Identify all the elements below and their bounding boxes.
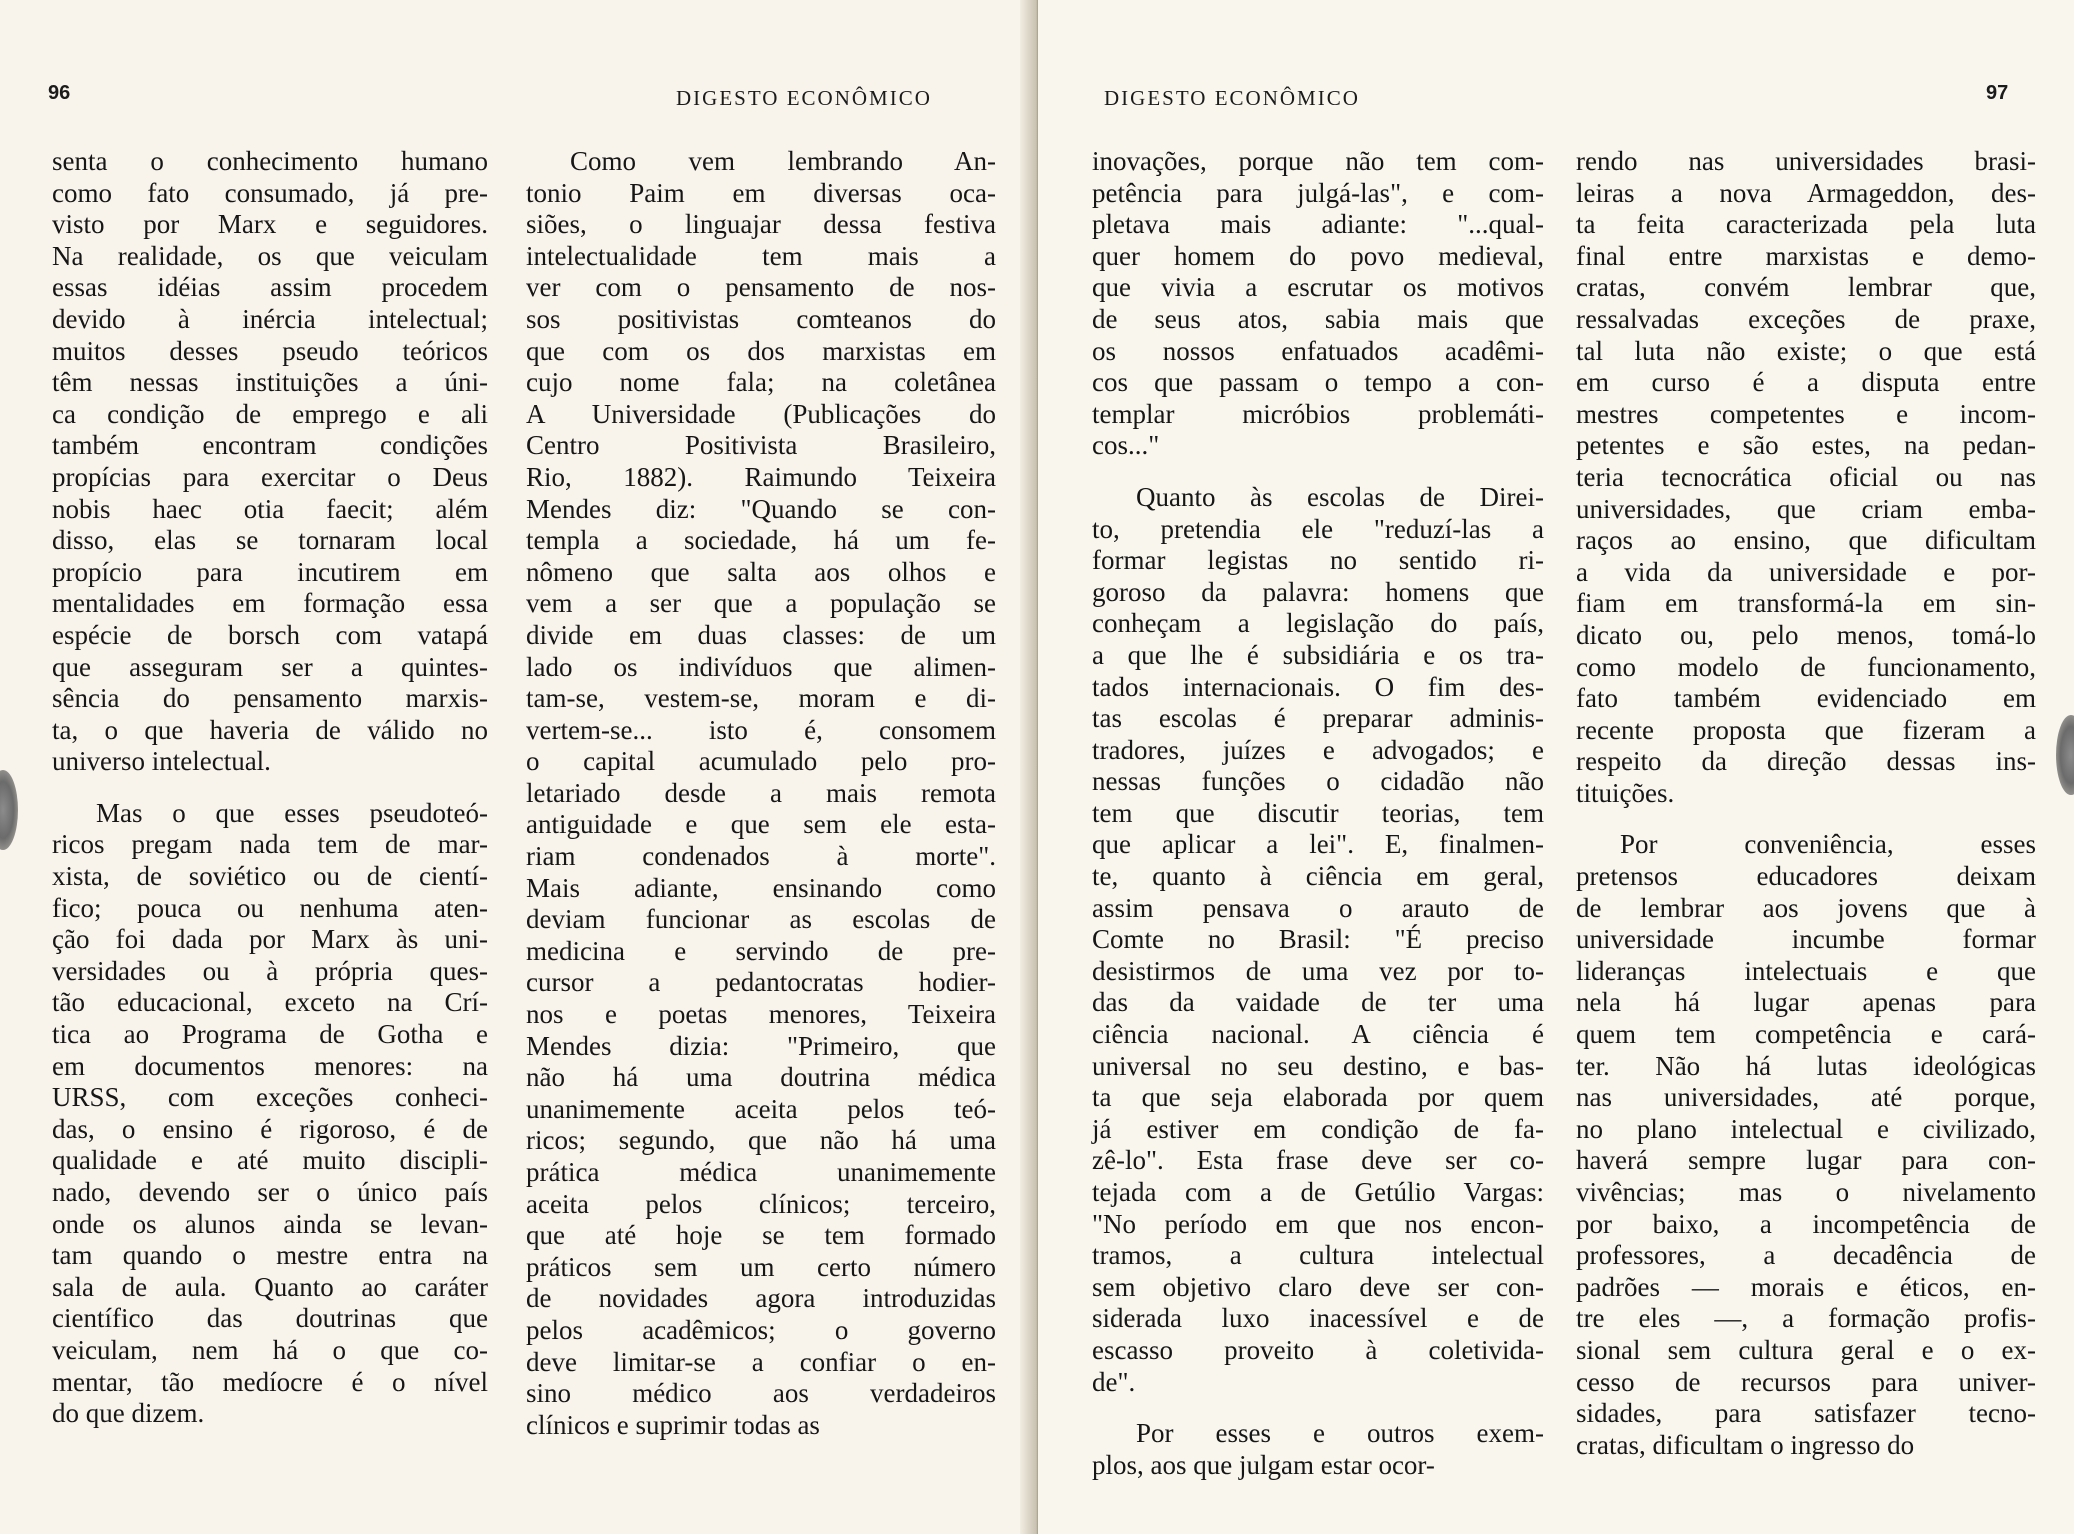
text-line: que asseguram ser a quintes- (52, 651, 488, 682)
text-line: tramos, a cultura intelectual (1092, 1240, 1544, 1271)
text-line: cos que passam o tempo a con- (1092, 367, 1544, 398)
text-line: cursor a pedantocratas hodier- (526, 967, 996, 998)
text-line: antiguidade e que sem ele esta- (526, 809, 996, 840)
paragraph (1092, 482, 1544, 1398)
text-line: Centro Positivista Brasileiro, (526, 430, 996, 461)
text-line: sos positivistas comteanos do (526, 303, 996, 334)
text-line: Comte no Brasil: "É preciso (1092, 924, 1544, 955)
text-line: ricos; segundo, que não há uma (526, 1125, 996, 1156)
text-line: ricos pregam nada tem de mar- (52, 829, 488, 860)
text-line: deve limitar-se a confiar o en- (526, 1346, 996, 1377)
text-line: senta o conhecimento humano (52, 146, 488, 176)
text-line: universidades, que criam emba- (1576, 493, 2036, 524)
text-line: conheçam a legislação do país, (1092, 608, 1544, 639)
text-line: A Universidade (Publicações do (526, 398, 996, 429)
text-line: fiam em transformá-la em sin- (1576, 588, 2036, 619)
paragraph (1576, 829, 2036, 1461)
text-line: raços ao ensino, que dificultam (1576, 525, 2036, 556)
text-line: tem que discutir teorias, tem (1092, 797, 1544, 828)
text-line: nessas funções o cidadão não (1092, 766, 1544, 797)
text-line: tal luta não existe; o que está (1576, 335, 2036, 366)
text-line: tejada com a de Getúlio Vargas: (1092, 1177, 1544, 1207)
text-line: sência do pensamento marxis- (52, 683, 488, 714)
text-line: dicato ou, pelo menos, tomá-lo (1576, 619, 2036, 650)
text-line: no plano intelectual e civilizado, (1576, 1113, 2036, 1144)
text-line: nela há lugar apenas para (1576, 987, 2036, 1018)
text-line: tica ao Programa de Gotha e (52, 1019, 488, 1050)
text-line: essas idéias assim procedem (52, 272, 488, 303)
text-line: clínicos e suprimir todas as (526, 1409, 820, 1440)
text-line: lado os indivíduos que alimen- (526, 651, 996, 682)
text-line: a vida da universidade e por- (1576, 556, 2036, 587)
text-line: desistirmos de uma vez por to- (1092, 955, 1544, 986)
page-number-left: 96 (48, 82, 71, 104)
text-line: vertem-se... isto é, consomem (526, 714, 996, 745)
text-line: mentalidades em formação essa (52, 588, 488, 619)
text-line: Por conveniência, esses (1620, 829, 2036, 860)
text-line: disso, elas se tornaram local (52, 525, 488, 556)
text-line: nobis haec otia faecit; além (52, 493, 488, 524)
text-line: universidade incumbe formar (1576, 924, 2036, 955)
text-line: universal no seu destino, e bas- (1092, 1050, 1544, 1081)
left-page (0, 0, 1036, 1534)
text-line: escasso proveito à coletivida- (1092, 1334, 1544, 1365)
text-line: plos, aos que julgam estar ocor- (1092, 1449, 1435, 1480)
text-line: riam condenados à morte". (526, 841, 996, 872)
text-line: Por esses e outros exem- (1136, 1418, 1544, 1449)
text-line: ção foi dada por Marx às uni- (52, 924, 488, 955)
text-line: siões, o linguajar dessa festiva (526, 209, 996, 240)
text-line: versidades ou à própria ques- (52, 955, 488, 986)
text-line: onde os alunos ainda se levan- (52, 1208, 488, 1239)
text-line: respeito da direção dessas ins- (1576, 746, 2036, 777)
text-line: por baixo, a incompetência de (1576, 1208, 2036, 1239)
text-line: lideranças intelectuais e que (1576, 955, 2036, 986)
text-line: assim pensava o arauto de (1092, 892, 1544, 923)
text-line: sem objetivo claro deve ser con- (1092, 1271, 1544, 1302)
text-line: siderada luxo inacessível e de (1092, 1303, 1544, 1334)
text-line: que vivia a escrutar os motivos (1092, 272, 1544, 303)
text-line: tradores, juízes e advogados; e (1092, 734, 1544, 765)
text-line: mestres competentes e incom- (1576, 398, 2036, 429)
paragraph (1092, 1418, 1544, 1481)
paragraph (52, 798, 488, 1430)
text-line: os nossos enfatuados acadêmi- (1092, 335, 1544, 366)
text-line: petentes e são estes, na pedan- (1576, 430, 2036, 461)
text-line: tão educacional, exceto na Crí- (52, 987, 488, 1018)
text-line: mentar, tão medíocre é o nível (52, 1366, 488, 1397)
text-line: professores, a decadência de (1576, 1240, 2036, 1271)
text-line: divide em duas classes: de um (526, 619, 996, 650)
text-line: ta que seja elaborada por quem (1092, 1082, 1544, 1113)
running-head-right: DIGESTO ECONÔMICO (1104, 86, 1360, 110)
text-line: to, pretendia ele "reduzí-las a (1092, 513, 1544, 544)
text-line: propícias para exercitar o Deus (52, 461, 488, 492)
text-line: letariado desde a mais remota (526, 777, 996, 808)
text-line: medicina e servindo de pre- (526, 935, 996, 966)
text-line: Mendes diz: "Quando se con- (526, 493, 996, 524)
text-line: nas universidades, até porque, (1576, 1082, 2036, 1113)
text-line: cesso de recursos para univer- (1576, 1366, 2036, 1397)
text-line: espécie de borsch com vatapá (52, 619, 488, 650)
paragraph (1576, 146, 2036, 809)
text-line: Na realidade, os que veiculam (52, 240, 488, 271)
text-line: nômeno que salta aos olhos e (526, 556, 996, 587)
text-line: prática médica unanimemente (526, 1157, 996, 1187)
text-line: Como vem lembrando An- (570, 146, 996, 176)
text-line: sional sem cultura geral e o ex- (1576, 1334, 2036, 1365)
text-line: que até hoje se tem formado (526, 1220, 996, 1251)
text-line: visto por Marx e seguidores. (52, 209, 488, 240)
text-line: não há uma doutrina médica (526, 1062, 996, 1093)
text-line: tre eles —, a formação profis- (1576, 1303, 2036, 1334)
left-column-1 (52, 146, 488, 1430)
text-line: o capital acumulado pelo pro- (526, 746, 996, 777)
text-line: unanimemente aceita pelos teó- (526, 1093, 996, 1124)
text-line: Mais adiante, ensinando como (526, 872, 996, 903)
text-line: quem tem competência e cará- (1576, 1019, 2036, 1050)
text-line: cratas, dificultam o ingresso do (1576, 1429, 1915, 1460)
text-line: nado, devendo ser o único país (52, 1177, 488, 1207)
text-line: goroso da palavra: homens que (1092, 576, 1544, 607)
text-line: também encontram condições (52, 430, 488, 461)
text-line: Quanto às escolas de Direi- (1136, 481, 1544, 512)
text-line: pletava mais adiante: "...qual- (1092, 209, 1544, 240)
text-line: de lembrar aos jovens que à (1576, 892, 2036, 923)
text-line: URSS, com exceções conheci- (52, 1082, 488, 1113)
text-line: final entre marxistas e demo- (1576, 240, 2036, 271)
text-line: das, o ensino é rigoroso, é de (52, 1113, 488, 1144)
text-line: fico; pouca ou nenhuma aten- (52, 892, 488, 923)
text-line: aceita pelos clínicos; terceiro, (526, 1188, 996, 1219)
text-line: sala de aula. Quanto ao caráter (52, 1271, 488, 1302)
text-line: nos e poetas menores, Teixeira (526, 999, 996, 1030)
text-line: ta, o que haveria de válido no (52, 714, 488, 745)
text-line: templa a sociedade, há um fe- (526, 525, 996, 556)
text-line: muitos desses pseudo teóricos (52, 335, 488, 366)
text-line: propício para incutirem em (52, 556, 488, 587)
text-line: pelos acadêmicos; o governo (526, 1314, 996, 1345)
running-head-left: DIGESTO ECONÔMICO (676, 86, 932, 110)
text-line: cos..." (1092, 430, 1160, 461)
text-line: Mendes dizia: "Primeiro, que (526, 1030, 996, 1061)
text-line: do que dizem. (52, 1398, 205, 1429)
text-line: ciência nacional. A ciência é (1092, 1019, 1544, 1050)
text-line: em documentos menores: na (52, 1050, 488, 1081)
text-line: tam quando o mestre entra na (52, 1240, 488, 1271)
text-line: intelectualidade tem mais a (526, 240, 996, 271)
text-line: vem a ser que a população se (526, 588, 996, 619)
right-page (1038, 0, 2074, 1534)
right-column-1 (1092, 146, 1544, 1481)
text-line: tados internacionais. O fim des- (1092, 671, 1544, 702)
text-line: teria tecnocrática oficial ou nas (1576, 461, 2036, 492)
left-column-2 (526, 146, 996, 1441)
text-line: pretensos educadores deixam (1576, 861, 2036, 892)
text-line: devido à inércia intelectual; (52, 303, 488, 334)
text-line: ressalvadas exceções de praxe, (1576, 303, 2036, 334)
text-line: haverá sempre lugar para con- (1576, 1145, 2036, 1176)
text-line: qualidade e até muito discipli- (52, 1145, 488, 1176)
text-line: a que lhe é subsidiária e os tra- (1092, 639, 1544, 670)
text-line: como fato consumado, já pre- (52, 177, 488, 208)
paragraph (1092, 146, 1544, 462)
text-line: vivências; mas o nivelamento (1576, 1177, 2036, 1207)
text-line: tam-se, vestem-se, moram e di- (526, 683, 996, 714)
text-line: que com os dos marxistas em (526, 335, 996, 366)
text-line: rendo nas universidades brasi- (1576, 146, 2036, 176)
text-line: leiras a nova Armageddon, des- (1576, 177, 2036, 208)
text-line: Rio, 1882). Raimundo Teixeira (526, 461, 996, 492)
text-line: deviam funcionar as escolas de (526, 904, 996, 935)
right-column-2 (1576, 146, 2036, 1461)
text-line: de seus atos, sabia mais que (1092, 303, 1544, 334)
text-line: de novidades agora introduzidas (526, 1283, 996, 1314)
text-line: tituições. (1576, 777, 1675, 808)
text-line: têm nessas instituições a úni- (52, 367, 488, 398)
text-line: ter. Não há lutas ideológicas (1576, 1050, 2036, 1081)
text-line: xista, de soviético ou de cientí- (52, 861, 488, 892)
text-line: de". (1092, 1366, 1136, 1397)
text-line: cujo nome fala; na coletânea (526, 367, 996, 398)
text-line: sino médico aos verdadeiros (526, 1378, 996, 1409)
text-line: petência para julgá-las", e com- (1092, 177, 1544, 208)
text-line: ver com o pensamento de nos- (526, 272, 996, 303)
page-number-right: 97 (1986, 82, 2009, 104)
text-line: já estiver em condição de fa- (1092, 1113, 1544, 1144)
text-line: templar micróbios problemáti- (1092, 398, 1544, 429)
text-line: Mas o que esses pseudoteó- (96, 797, 488, 828)
paragraph (526, 146, 996, 1441)
text-line: ca condição de emprego e ali (52, 398, 488, 429)
text-line: formar legistas no sentido ri- (1092, 545, 1544, 576)
text-line: fato também evidenciado em (1576, 683, 2036, 714)
text-line: cratas, convém lembrar que, (1576, 272, 2036, 303)
text-line: práticos sem um certo número (526, 1251, 996, 1282)
text-line: tonio Paim em diversas oca- (526, 177, 996, 208)
text-line: zê-lo". Esta frase deve ser co- (1092, 1145, 1544, 1176)
text-line: inovações, porque não tem com- (1092, 146, 1544, 176)
text-line: "No período em que nos encon- (1092, 1208, 1544, 1239)
text-line: em curso é a disputa entre (1576, 367, 2036, 398)
text-line: universo intelectual. (52, 746, 271, 777)
text-line: te, quanto à ciência em geral, (1092, 861, 1544, 892)
text-line: quer homem do povo medieval, (1092, 240, 1544, 271)
text-line: que aplicar a lei". E, finalmen- (1092, 829, 1544, 860)
text-line: das da vaidade de ter uma (1092, 987, 1544, 1018)
paragraph (52, 146, 488, 778)
text-line: recente proposta que fizeram a (1576, 714, 2036, 745)
text-line: científico das doutrinas que (52, 1303, 488, 1334)
text-line: veiculam, nem há o que co- (52, 1334, 488, 1365)
text-line: como modelo de funcionamento, (1576, 651, 2036, 682)
text-line: sidades, para satisfazer tecno- (1576, 1398, 2036, 1429)
text-line: ta feita caracterizada pela luta (1576, 209, 2036, 240)
text-line: tas escolas é preparar adminis- (1092, 703, 1544, 734)
text-line: padrões — morais e éticos, en- (1576, 1271, 2036, 1302)
